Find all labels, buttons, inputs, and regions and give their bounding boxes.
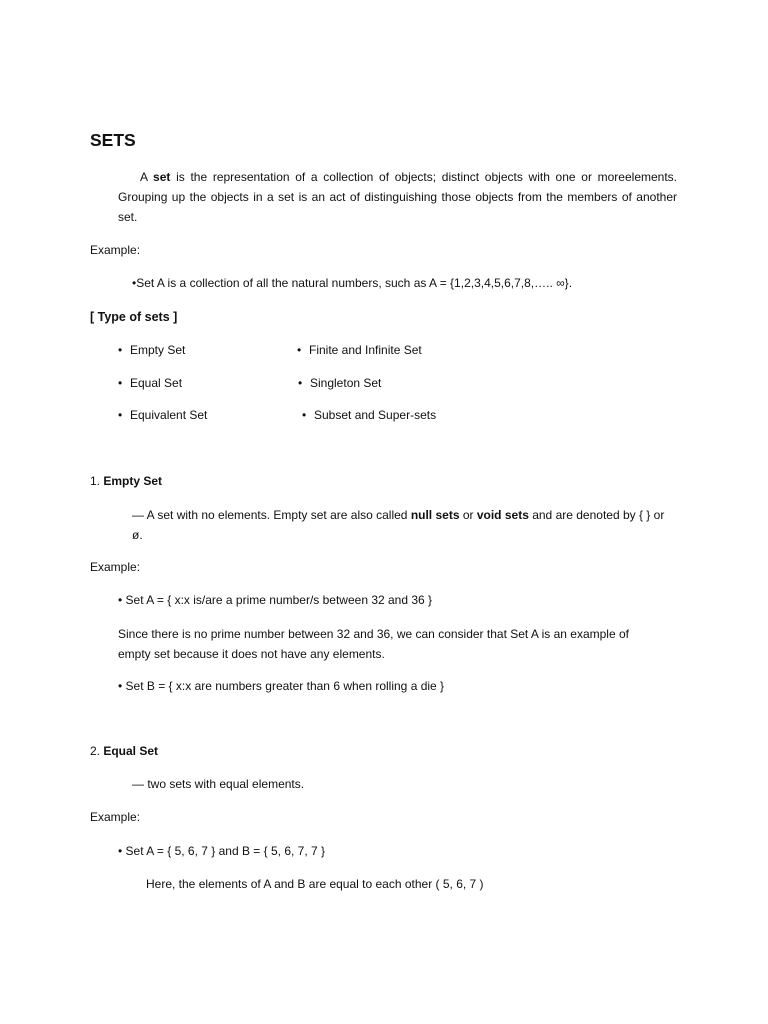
empty-set-heading: 1. Empty Set	[90, 474, 163, 488]
intro-term: set	[153, 170, 171, 184]
types-col1-item: • Equivalent Set	[118, 408, 208, 422]
empty-set-definition: — A set with no elements. Empty set are also called null sets or void sets and are denoted by { } or ø.	[132, 508, 665, 542]
empty-set-example-2: • Set B = { x:x are numbers greater than 6 when rolling a die }	[118, 679, 445, 693]
equal-set-example-label: Example:	[90, 810, 141, 824]
bullet-icon: •	[118, 408, 123, 422]
bullet-icon: •	[118, 343, 123, 357]
empty-set-example-1: • Set A = { x:x is/are a prime number/s between 32 and 36 }	[118, 593, 433, 607]
empty-set-example-label: Example:	[90, 560, 141, 574]
set-a-example: •Set A is a collection of all the natural numbers, such as A = {1,2,3,4,5,6,7,8,….. ∞}.	[132, 276, 573, 290]
bullet-icon: •	[298, 376, 303, 390]
intro-rest: is the representation of a collection of objects; distinct objects with one or moreelements. Grouping up the objects in a set is an act of distinguishing those objects from the members of another set.	[118, 170, 677, 224]
types-col2-item: • Subset and Super-sets	[302, 408, 437, 422]
bullet-icon: •	[297, 343, 302, 357]
empty-set-explanation: Since there is no prime number between 32 and 36, we can consider that Set A is an example of empty set because it does not have any elements.	[118, 627, 629, 661]
types-col1-item: • Equal Set	[118, 376, 183, 390]
bullet-icon: •	[118, 376, 123, 390]
types-col2-item: • Singleton Set	[298, 376, 382, 390]
intro-lead: A	[140, 170, 154, 184]
page-title: SETS	[90, 130, 136, 150]
equal-set-example-1: • Set A = { 5, 6, 7 } and B = { 5, 6, 7, 7 }	[118, 844, 326, 858]
intro-paragraph	[118, 167, 677, 227]
types-col1-item: • Empty Set	[118, 343, 186, 357]
example-label: Example:	[90, 243, 141, 257]
equal-set-explanation: Here, the elements of A and B are equal to each other ( 5, 6, 7 )	[146, 877, 484, 891]
types-col2-item: • Finite and Infinite Set	[297, 343, 422, 357]
bullet-icon: •	[302, 408, 307, 422]
equal-set-definition: — two sets with equal elements.	[132, 777, 305, 791]
types-heading: [ Type of sets ]	[90, 310, 178, 324]
equal-set-heading: 2. Equal Set	[90, 744, 159, 758]
